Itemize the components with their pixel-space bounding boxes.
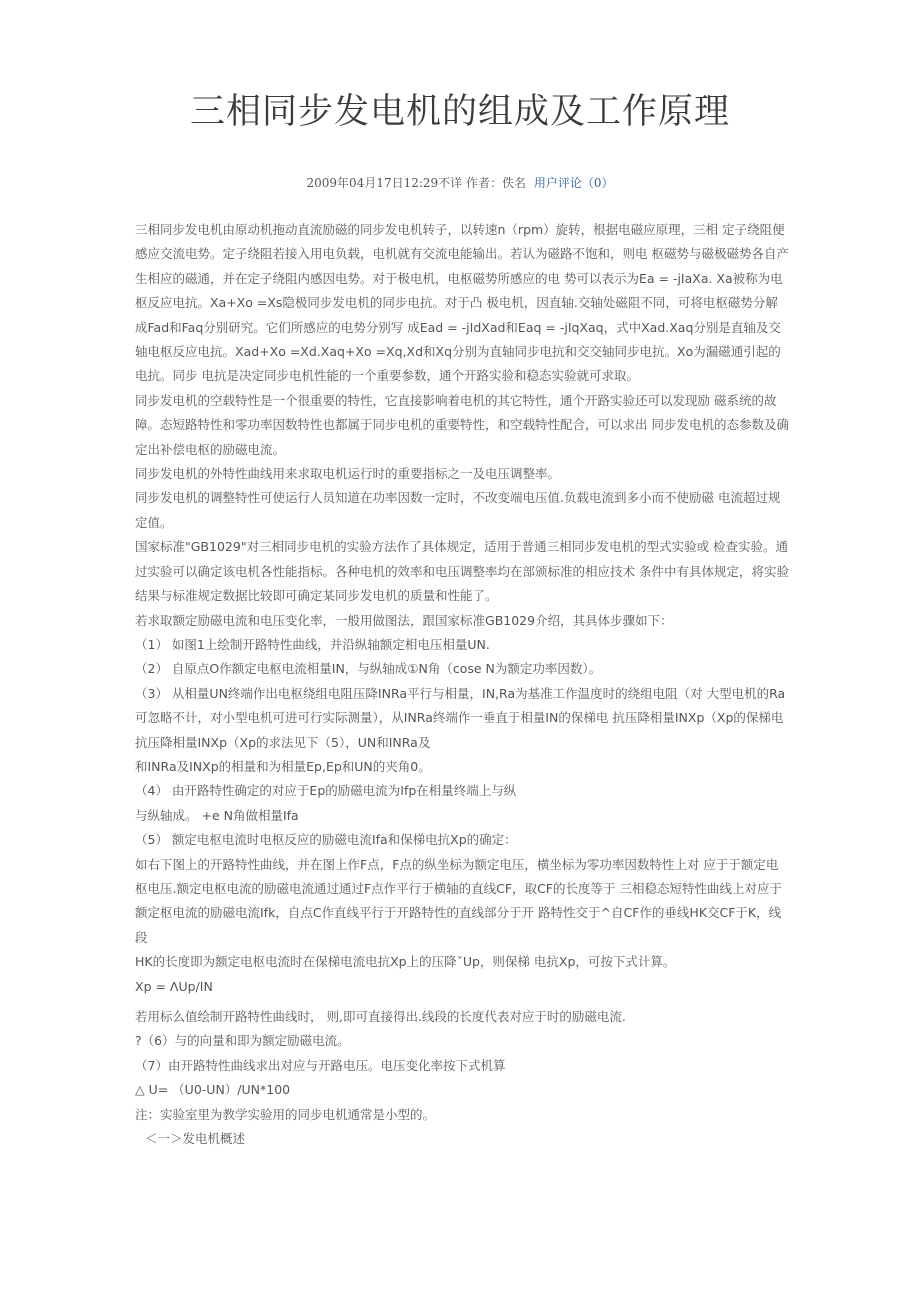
- section-heading-generator-overview: ＜一＞发电机概述: [145, 1131, 246, 1147]
- step-4-continued: 与纵轴成。 +e N角做相量Ifa: [135, 807, 299, 823]
- paragraph-external-characteristic: 同步发电机的外特性曲线用来求取电机运行时的重要指标之一及电压调整率。: [135, 466, 561, 482]
- step-5: （5） 额定电枢电流时电枢反应的励磁电流Ifa和保梯电抗Xp的确定：: [135, 832, 517, 848]
- article-meta: [0, 174, 920, 191]
- step-1: （1） 如图1上绘制开路特性曲线，并沿纵轴额定相电压相量UN.: [135, 636, 490, 652]
- step-4: （4） 由开路特性确定的对应于Ep的励磁电流为Ifp在相量终端上与纵: [135, 783, 517, 799]
- paragraph-steps-intro: 若求取额定励磁电流和电压变化率，一般用做图法，跟国家标准GB1029介绍，其具体步骤如下：: [135, 612, 673, 628]
- step-7: （7）由开路特性曲线求出对应与开路电压。电压变化率按下式机算: [135, 1057, 506, 1073]
- note-lab: 注：实验室里为教学实验用的同步电机通常是小型的。: [135, 1106, 436, 1122]
- comments-link[interactable]: 用户评论（0）: [533, 176, 614, 190]
- paragraph-intro: 三相同步发电机由原动机拖动直流励磁的同步发电机转子，以转速n（rpm）旋转，根据电磁应原理，三相 定子绕阻便感应交流电势。定子绕阻若接入用电负载，电机就有交流电能输出。若认为磁路不饱和，则电 枢磁势与磁极磁势各自产生相应的磁通，并在定子绕阻内感因电势。对于极电机，电枢磁势所感应的电 势可以表示为Ea = -jIaXa. Xa被称为电枢反应电抗。Xa+Xo =Xs隐极同步发电机的同步电抗。对于凸 极电机，因直轴.交轴处磁阻不同，可将电枢磁势分解成Fad和Faq分别研究。它们所感应的电势分别写 成Ead = -jIdXad和Eaq = -jIqXaq，式中Xad.Xaq分别是直轴及交轴电枢反应电抗。Xad+Xo =Xd.Xaq+Xo =Xq,Xd和Xq分别为直轴同步电抗和交交轴同步电抗。Xo为漏磁通引起的电抗。同步 电抗是决定同步电机性能的一个重要参数，通个开路实验和稳态实验就可求取。: [135, 222, 789, 384]
- article-date-author: 2009年04月17日12:29不详 作者：佚名: [306, 176, 526, 190]
- step-2: （2） 自原点O作额定电枢电流相量IN，与纵轴成①N角（cose N为额定功率因数）。: [135, 661, 602, 677]
- article-body: [135, 218, 790, 1151]
- step-3-continued: 和INRa及INXp的相量和为相量Ep,Ep和UN的夹角0。: [135, 758, 431, 774]
- paragraph-national-standard: 国家标准"GB1029"对三相同步电机的实验方法作了具体规定，适用于普通三相同步发电机的型式实验或 检查实验。通过实验可以确定该电机各性能指标。各种电机的效率和电压调整率均在部颁标准的相应技术 条件中有具体规定，将实验结果与标准规定数据比较即可确定某同步发电机的质量和性能了。: [135, 539, 789, 604]
- step-3: （3） 从相量UN终端作出电枢绕组电阻压降INRa平行与相量，IN,Ra为基准工作温度时的绕组电阻（对 大型电机的Ra可忽略不计，对小型电机可进可行实际测量），从INRa终端作一垂直于相量IN的保梯电 抗压降相量INXp（Xp的保梯电抗压降相量INXp（Xp的求法见下（5），UN和INRa及: [135, 685, 786, 750]
- paragraph-regulation-characteristic: 同步发电机的调整特性可使运行人员知道在功率因数一定时，不改变端电压值.负载电流到多小而不使励磁 电流超过规定值。: [135, 490, 781, 530]
- formula-voltage-change: △ U= （U0-UN）/UN*100: [135, 1082, 291, 1098]
- step-6: ?（6）与的向量和即为额定励磁电流。: [135, 1033, 350, 1049]
- step-5-hk-length: HK的长度即为额定电枢电流时在保梯电流电抗Xp上的压降ˇUp，则保梯 电抗Xp，可按下式计算。: [135, 954, 676, 970]
- step-5-description: 如右下图上的开路特性曲线，并在图上作F点，F点的纵坐标为额定电压，横坐标为零功率因数特性上对 应于于额定电枢电压.额定电枢电流的励磁电流通过通过F点作平行于横轴的直线CF，取CF的长度等于 三相稳态短特性曲线上对应于额定枢电流的励磁电流Ifk，自点C作直线平行于开路特性的直线部分于开 路特性交于^自CF作的垂线HK交CF于K，线段: [135, 856, 782, 945]
- article-title: 三相同步发电机的组成及工作原理: [189, 92, 730, 132]
- paragraph-no-load: 同步发电机的空载特性是一个很重要的特性，它直接影响着电机的其它特性，通个开路实验还可以发现励 磁系统的故障。态短路特性和零功率因数特性也都属于同步电机的重要特性，和空载特性配合，可以求出 同步发电机的态参数及确定出补偿电枢的励磁电流。: [135, 392, 789, 457]
- formula-xp: Xp = ΛUp/IN: [135, 978, 213, 994]
- paragraph-per-unit: 若用标么值绘制开路特性曲线时， 则,即可直接得出.线段的长度代表对应于时的励磁电流.: [135, 1009, 626, 1024]
